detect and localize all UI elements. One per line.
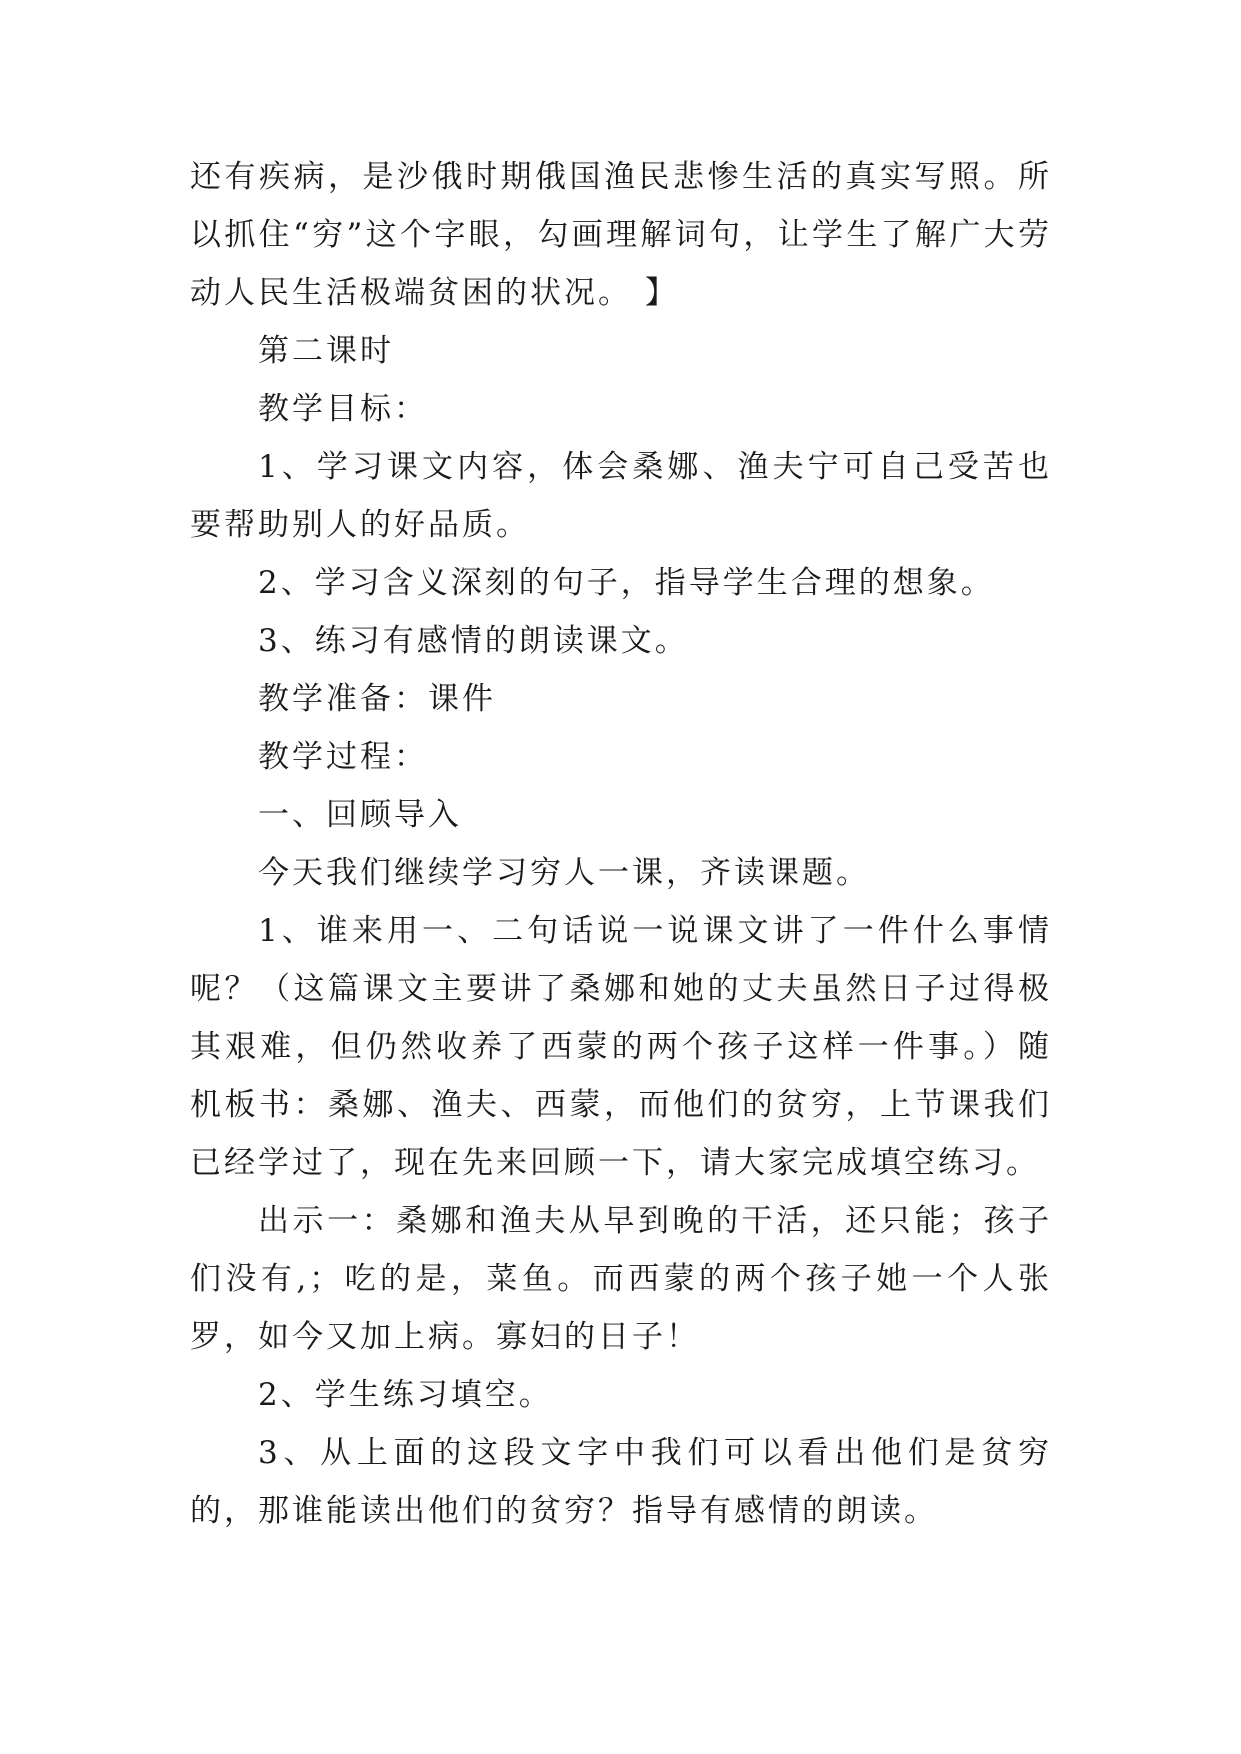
paragraph: 出示一：桑娜和渔夫从早到晚的干活，还只能；孩子们没有,；吃的是，菜鱼。而西蒙的两个孩子她一个人张罗，如今又加上病。寡妇的日子！ (190, 1203, 1052, 1355)
paragraph: 3、练习有感情的朗读课文。 (258, 623, 689, 659)
paragraph: 教学准备：课件 (258, 681, 496, 717)
paragraph: 2、学生练习填空。 (258, 1377, 553, 1413)
paragraph: 1、学习课文内容，体会桑娜、渔夫宁可自己受苦也要帮助别人的好品质。 (190, 449, 1052, 543)
paragraph: 还有疾病，是沙俄时期俄国渔民悲惨生活的真实写照。所以抓住“穷”这个字眼，勾画理解词句，让学生了解广大劳动人民生活极端贫困的状况。 】 (190, 159, 1052, 311)
heading-teaching-process: 教学过程： (258, 739, 428, 775)
section-title: 第二课时 (258, 333, 394, 369)
paragraph: 一、回顾导入 (258, 797, 462, 833)
paragraph: 1、谁来用一、二句话说一说课文讲了一件什么事情呢？（这篇课文主要讲了桑娜和她的丈夫虽然日子过得极其艰难，但仍然收养了西蒙的两个孩子这样一件事。）随机板书：桑娜、渔夫、西蒙，而他们的贫穷，上节课我们已经学过了，现在先来回顾一下，请大家完成填空练习。 (190, 913, 1052, 1181)
paragraph: 2、学习含义深刻的句子，指导学生合理的想象。 (258, 565, 995, 601)
paragraph: 3、从上面的这段文字中我们可以看出他们是贫穷的，那谁能读出他们的贫穷？指导有感情的朗读。 (190, 1435, 1052, 1529)
heading-teaching-goals: 教学目标： (258, 391, 428, 427)
paragraph: 今天我们继续学习穷人一课，齐读课题。 (258, 855, 870, 891)
document-body (190, 148, 1052, 1540)
